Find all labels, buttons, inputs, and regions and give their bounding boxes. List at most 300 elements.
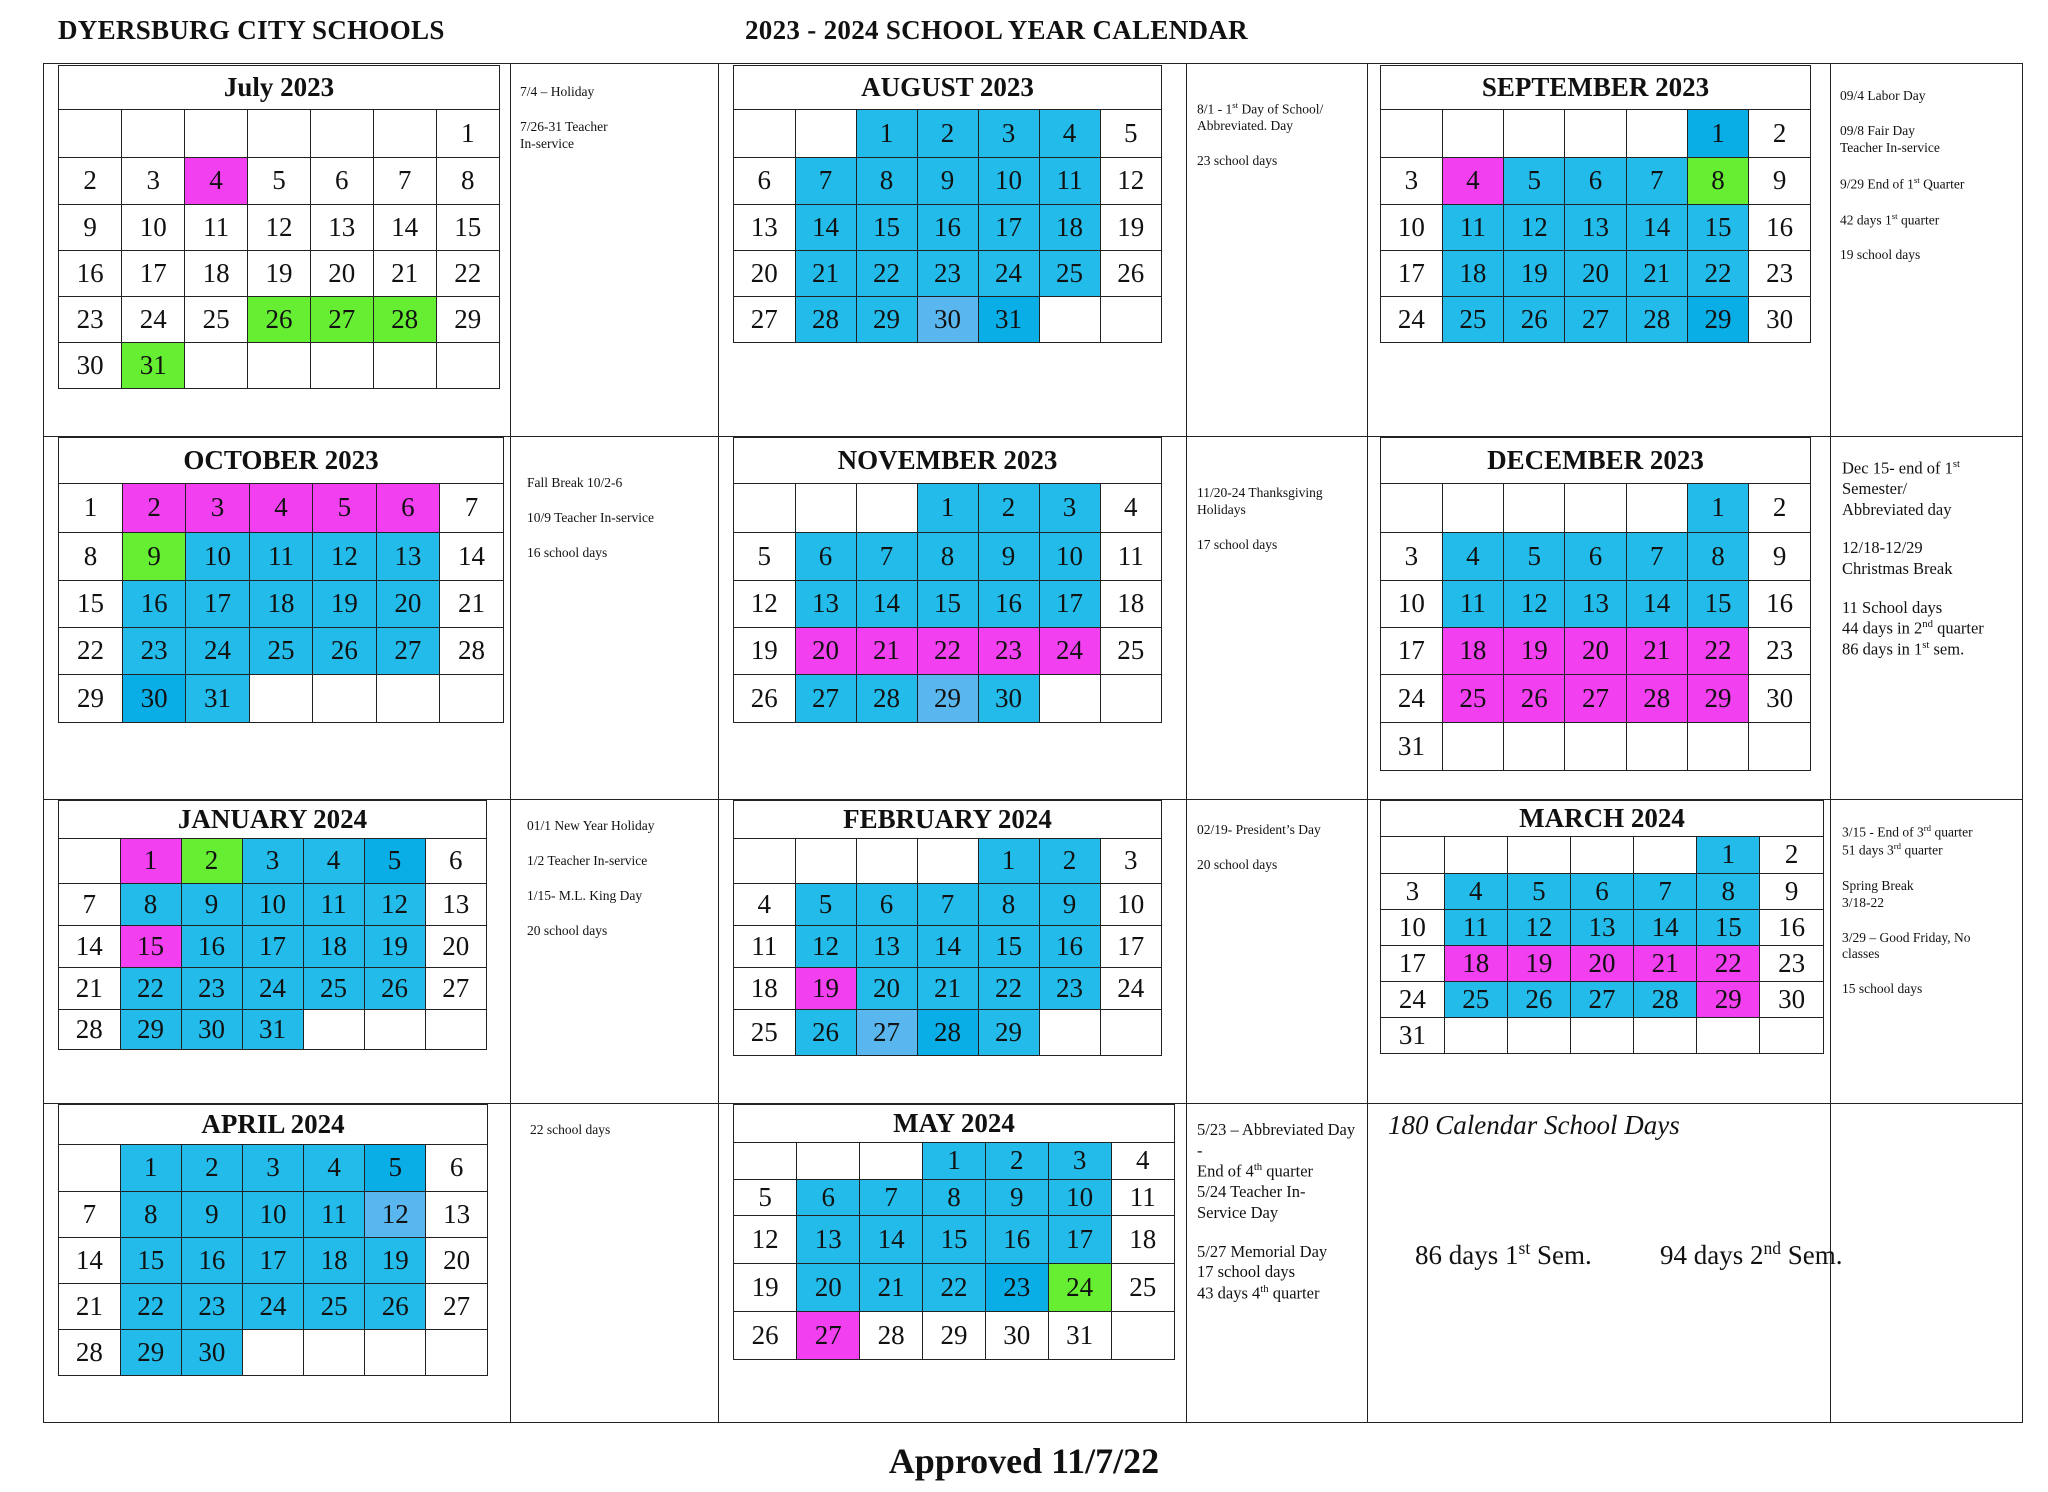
day-cell: 27: [856, 1009, 917, 1055]
empty-day-cell: [248, 342, 311, 388]
day-cell: 17: [1039, 580, 1100, 627]
month-day-grid: [1381, 484, 1810, 770]
week-row: [59, 204, 499, 250]
day-cell: 27: [310, 296, 373, 342]
day-cell: 12: [364, 883, 425, 925]
day-cell: 23: [1749, 250, 1810, 296]
day-cell: 27: [1570, 981, 1633, 1017]
week-row: [1381, 1017, 1823, 1053]
month-title: AUGUST 2023: [734, 66, 1161, 110]
empty-day-cell: [1565, 722, 1626, 770]
note-line: Dec 15- end of 1st Semester/ Abbreviated day: [1842, 458, 1961, 519]
day-cell: 26: [1507, 981, 1570, 1017]
empty-day-cell: [1039, 296, 1100, 342]
empty-day-cell: [373, 342, 436, 388]
day-cell: 31: [186, 674, 249, 722]
day-cell: 7: [1626, 157, 1687, 204]
day-cell: 20: [856, 967, 917, 1009]
day-cell: 13: [795, 580, 856, 627]
day-cell: 31: [242, 1009, 303, 1049]
day-cell: 1: [59, 484, 122, 532]
grid-divider: [510, 63, 511, 1423]
notes-november: [1197, 485, 1362, 572]
day-cell: 27: [797, 1311, 860, 1359]
day-cell: 1: [978, 839, 1039, 883]
day-cell: 13: [1565, 204, 1626, 250]
day-cell: 28: [860, 1311, 923, 1359]
day-cell: 29: [923, 1311, 986, 1359]
week-row: [1381, 580, 1810, 627]
day-cell: 6: [425, 839, 486, 883]
notes-february: [1197, 822, 1362, 892]
empty-day-cell: [1444, 1017, 1507, 1053]
day-cell: 27: [1565, 296, 1626, 342]
empty-day-cell: [376, 674, 439, 722]
month-day-grid: [59, 1145, 487, 1375]
empty-day-cell: [310, 342, 373, 388]
day-cell: 25: [1039, 250, 1100, 296]
day-cell: 15: [1697, 909, 1760, 945]
day-cell: 24: [978, 250, 1039, 296]
empty-day-cell: [59, 1145, 120, 1191]
day-cell: 7: [440, 484, 503, 532]
month-day-grid: [734, 1143, 1174, 1359]
day-cell: 15: [923, 1215, 986, 1263]
day-cell: 3: [122, 157, 185, 204]
note-line: 23 school days: [1197, 153, 1278, 169]
day-cell: 2: [1749, 110, 1810, 157]
day-cell: 26: [365, 1283, 426, 1329]
day-cell: 20: [310, 250, 373, 296]
day-cell: 19: [365, 1237, 426, 1283]
day-cell: 25: [1111, 1263, 1174, 1311]
month-day-grid: [1381, 837, 1823, 1053]
empty-day-cell: [1687, 722, 1748, 770]
week-row: [734, 580, 1161, 627]
day-cell: 31: [978, 296, 1039, 342]
empty-day-cell: [795, 484, 856, 532]
day-cell: 15: [1687, 580, 1748, 627]
notes-january: [527, 818, 702, 958]
empty-day-cell: [242, 1329, 303, 1375]
day-cell: 7: [860, 1179, 923, 1215]
day-cell: 6: [734, 157, 795, 204]
day-cell: 16: [917, 204, 978, 250]
day-cell: 11: [1442, 204, 1503, 250]
day-cell: 6: [426, 1145, 487, 1191]
day-cell: 7: [1634, 873, 1697, 909]
day-cell: 1: [1697, 837, 1760, 873]
day-cell: 25: [304, 1283, 365, 1329]
day-cell: 13: [734, 204, 795, 250]
day-cell: 15: [856, 204, 917, 250]
note-line: 02/19- President’s Day: [1197, 822, 1321, 837]
empty-day-cell: [1039, 674, 1100, 722]
empty-day-cell: [249, 674, 312, 722]
day-cell: 15: [978, 925, 1039, 967]
empty-day-cell: [1442, 110, 1503, 157]
day-cell: 4: [1442, 157, 1503, 204]
month-calendar-april-2024: [58, 1104, 488, 1376]
day-cell: 18: [1111, 1215, 1174, 1263]
grid-divider: [1367, 63, 1368, 1423]
day-cell: 28: [59, 1329, 120, 1375]
day-cell: 16: [1039, 925, 1100, 967]
day-cell: 18: [185, 250, 248, 296]
day-cell: 5: [1504, 532, 1565, 580]
empty-day-cell: [313, 674, 376, 722]
day-cell: 10: [978, 157, 1039, 204]
day-cell: 13: [797, 1215, 860, 1263]
empty-day-cell: [1444, 837, 1507, 873]
week-row: [734, 532, 1161, 580]
empty-day-cell: [303, 1009, 364, 1049]
day-cell: 25: [303, 967, 364, 1009]
day-cell: 6: [1570, 873, 1633, 909]
day-cell: 24: [242, 1283, 303, 1329]
day-cell: 29: [120, 1329, 181, 1375]
empty-day-cell: [248, 110, 311, 157]
note-line: 5/27 Memorial Day 17 school days 43 days 4th quarter: [1197, 1241, 1328, 1303]
day-cell: 26: [1504, 674, 1565, 722]
day-cell: 20: [795, 627, 856, 674]
day-cell: 10: [122, 204, 185, 250]
week-row: [734, 1263, 1174, 1311]
day-cell: 27: [426, 1283, 487, 1329]
empty-day-cell: [1634, 837, 1697, 873]
day-cell: 19: [1100, 204, 1161, 250]
day-cell: 12: [1504, 580, 1565, 627]
day-cell: 13: [1565, 580, 1626, 627]
day-cell: 2: [985, 1143, 1048, 1179]
week-row: [1381, 532, 1810, 580]
day-cell: 5: [365, 1145, 426, 1191]
day-cell: 23: [59, 296, 122, 342]
day-cell: 23: [978, 627, 1039, 674]
day-cell: 14: [1634, 909, 1697, 945]
empty-day-cell: [1570, 1017, 1633, 1053]
day-cell: 31: [1048, 1311, 1111, 1359]
notes-september: [1840, 88, 2015, 282]
week-row: [1381, 204, 1810, 250]
day-cell: 10: [1039, 532, 1100, 580]
empty-day-cell: [310, 110, 373, 157]
week-row: [1381, 627, 1810, 674]
day-cell: 21: [59, 1283, 120, 1329]
day-cell: 28: [917, 1009, 978, 1055]
day-cell: 11: [249, 532, 312, 580]
day-cell: 15: [120, 925, 181, 967]
week-row: [734, 1215, 1174, 1263]
day-cell: 2: [917, 110, 978, 157]
empty-day-cell: [1100, 674, 1161, 722]
day-cell: 11: [304, 1191, 365, 1237]
day-cell: 12: [1504, 204, 1565, 250]
week-row: [734, 1009, 1161, 1055]
day-cell: 28: [856, 674, 917, 722]
day-cell: 21: [856, 627, 917, 674]
day-cell: 24: [1039, 627, 1100, 674]
day-cell: 30: [122, 674, 185, 722]
week-row: [734, 883, 1161, 925]
day-cell: 16: [1749, 204, 1810, 250]
day-cell: 4: [1444, 873, 1507, 909]
month-day-grid: [1381, 110, 1810, 342]
day-cell: 21: [1626, 627, 1687, 674]
day-cell: 16: [985, 1215, 1048, 1263]
day-cell: 5: [364, 839, 425, 883]
empty-day-cell: [1749, 722, 1810, 770]
grid-divider: [1830, 63, 1831, 1423]
day-cell: 5: [1507, 873, 1570, 909]
month-title: MARCH 2024: [1381, 801, 1823, 837]
month-title: JANUARY 2024: [59, 801, 486, 839]
day-cell: 7: [917, 883, 978, 925]
note-line: 20 school days: [527, 922, 608, 938]
day-cell: 28: [373, 296, 436, 342]
empty-day-cell: [1760, 1017, 1823, 1053]
week-row: [59, 580, 503, 627]
second-semester-days: 94 days 2nd Sem.: [1660, 1238, 1843, 1270]
note-line: 12/18-12/29 Christmas Break: [1842, 538, 1953, 578]
day-cell: 22: [1697, 945, 1760, 981]
month-calendar-august-2023: [733, 65, 1162, 343]
notes-december: [1842, 458, 2020, 679]
calendar-title: 2023 - 2024 SCHOOL YEAR CALENDAR: [745, 15, 1248, 45]
empty-day-cell: [365, 1329, 426, 1375]
notes-april: [530, 1122, 700, 1157]
day-cell: 4: [734, 883, 795, 925]
day-cell: 12: [795, 925, 856, 967]
day-cell: 12: [313, 532, 376, 580]
day-cell: 1: [856, 110, 917, 157]
note-line: 10/9 Teacher In-service: [527, 509, 654, 525]
district-name: DYERSBURG CITY SCHOOLS: [58, 15, 445, 45]
day-cell: 23: [985, 1263, 1048, 1311]
day-cell: 2: [59, 157, 122, 204]
day-cell: 5: [1100, 110, 1161, 157]
week-row: [59, 484, 503, 532]
day-cell: 16: [181, 925, 242, 967]
note-line: 1/15- M.L. King Day: [527, 887, 643, 903]
day-cell: 18: [303, 925, 364, 967]
week-row: [1381, 674, 1810, 722]
day-cell: 25: [1442, 296, 1503, 342]
day-cell: 14: [860, 1215, 923, 1263]
day-cell: 30: [978, 674, 1039, 722]
day-cell: 1: [1687, 484, 1748, 532]
day-cell: 17: [1100, 925, 1161, 967]
day-cell: 29: [1687, 674, 1748, 722]
empty-day-cell: [856, 839, 917, 883]
month-day-grid: [734, 484, 1161, 722]
day-cell: 26: [248, 296, 311, 342]
day-cell: 24: [242, 967, 303, 1009]
week-row: [734, 484, 1161, 532]
day-cell: 12: [734, 580, 795, 627]
empty-day-cell: [917, 839, 978, 883]
day-cell: 2: [181, 1145, 242, 1191]
day-cell: 20: [425, 925, 486, 967]
day-cell: 9: [978, 532, 1039, 580]
empty-day-cell: [436, 342, 499, 388]
day-cell: 27: [1565, 674, 1626, 722]
day-cell: 14: [59, 925, 120, 967]
week-row: [734, 250, 1161, 296]
day-cell: 2: [1760, 837, 1823, 873]
empty-day-cell: [122, 110, 185, 157]
day-cell: 5: [1504, 157, 1565, 204]
day-cell: 11: [1039, 157, 1100, 204]
note-line: 19 school days: [1840, 247, 1921, 263]
week-row: [59, 674, 503, 722]
day-cell: 15: [436, 204, 499, 250]
day-cell: 11: [1100, 532, 1161, 580]
day-cell: 14: [856, 580, 917, 627]
month-calendar-july-2023: [58, 65, 500, 389]
day-cell: 17: [122, 250, 185, 296]
day-cell: 23: [122, 627, 185, 674]
day-cell: 19: [795, 967, 856, 1009]
day-cell: 9: [1749, 157, 1810, 204]
day-cell: 15: [1687, 204, 1748, 250]
day-cell: 21: [917, 967, 978, 1009]
week-row: [734, 674, 1161, 722]
day-cell: 11: [1111, 1179, 1174, 1215]
day-cell: 29: [120, 1009, 181, 1049]
day-cell: 6: [856, 883, 917, 925]
day-cell: 2: [978, 484, 1039, 532]
note-line: 16 school days: [527, 544, 608, 560]
day-cell: 14: [440, 532, 503, 580]
day-cell: 1: [436, 110, 499, 157]
note-line: 01/1 New Year Holiday: [527, 818, 655, 833]
day-cell: 24: [122, 296, 185, 342]
day-cell: 31: [1381, 1017, 1444, 1053]
day-cell: 22: [1687, 627, 1748, 674]
day-cell: 1: [120, 839, 181, 883]
week-row: [59, 1237, 487, 1283]
note-line: 22 school days: [530, 1122, 611, 1137]
empty-day-cell: [59, 110, 122, 157]
day-cell: 10: [242, 883, 303, 925]
day-cell: 20: [1565, 627, 1626, 674]
day-cell: 5: [248, 157, 311, 204]
note-line: 8/1 - 1st Day of School/ Abbreviated. Day: [1197, 100, 1324, 134]
week-row: [59, 532, 503, 580]
day-cell: 25: [1442, 674, 1503, 722]
day-cell: 3: [242, 839, 303, 883]
day-cell: 4: [1039, 110, 1100, 157]
day-cell: 4: [1100, 484, 1161, 532]
day-cell: 11: [1444, 909, 1507, 945]
day-cell: 3: [1048, 1143, 1111, 1179]
day-cell: 30: [181, 1009, 242, 1049]
day-cell: 18: [249, 580, 312, 627]
day-cell: 18: [1442, 627, 1503, 674]
note-line: 11/20-24 Thanksgiving Holidays: [1197, 485, 1323, 517]
day-cell: 26: [364, 967, 425, 1009]
week-row: [59, 883, 486, 925]
day-cell: 15: [120, 1237, 181, 1283]
week-row: [734, 296, 1161, 342]
day-cell: 24: [186, 627, 249, 674]
day-cell: 8: [120, 1191, 181, 1237]
day-cell: 28: [1626, 296, 1687, 342]
day-cell: 3: [242, 1145, 303, 1191]
day-cell: 26: [734, 674, 795, 722]
day-cell: 12: [1507, 909, 1570, 945]
day-cell: 16: [1760, 909, 1823, 945]
day-cell: 3: [186, 484, 249, 532]
day-cell: 12: [365, 1191, 426, 1237]
total-school-days: 180 Calendar School Days: [1388, 1110, 1680, 1140]
month-calendar-december-2023: [1380, 437, 1811, 771]
day-cell: 16: [181, 1237, 242, 1283]
empty-day-cell: [1507, 837, 1570, 873]
notes-march: [1842, 823, 2022, 1016]
empty-day-cell: [440, 674, 503, 722]
day-cell: 8: [923, 1179, 986, 1215]
day-cell: 10: [1381, 580, 1442, 627]
day-cell: 27: [795, 674, 856, 722]
day-cell: 14: [795, 204, 856, 250]
day-cell: 17: [1381, 945, 1444, 981]
month-title: MAY 2024: [734, 1105, 1174, 1143]
day-cell: 7: [795, 157, 856, 204]
month-day-grid: [59, 110, 499, 388]
day-cell: 20: [376, 580, 439, 627]
note-line: 1/2 Teacher In-service: [527, 852, 648, 868]
day-cell: 31: [122, 342, 185, 388]
empty-day-cell: [185, 110, 248, 157]
day-cell: 10: [242, 1191, 303, 1237]
note-line: 7/4 – Holiday: [520, 84, 595, 99]
day-cell: 3: [1381, 532, 1442, 580]
day-cell: 6: [797, 1179, 860, 1215]
day-cell: 24: [1381, 981, 1444, 1017]
day-cell: 19: [1504, 627, 1565, 674]
day-cell: 31: [1381, 722, 1442, 770]
empty-day-cell: [304, 1329, 365, 1375]
day-cell: 12: [734, 1215, 797, 1263]
day-cell: 9: [181, 1191, 242, 1237]
note-line: 3/15 - End of 3rd quarter 51 days 3rd quarter: [1842, 823, 1973, 858]
day-cell: 18: [1442, 250, 1503, 296]
day-cell: 15: [917, 580, 978, 627]
month-day-grid: [59, 839, 486, 1049]
day-cell: 18: [1039, 204, 1100, 250]
day-cell: 21: [440, 580, 503, 627]
day-cell: 10: [1048, 1179, 1111, 1215]
day-cell: 28: [795, 296, 856, 342]
day-cell: 8: [978, 883, 1039, 925]
note-line: 20 school days: [1197, 856, 1278, 872]
week-row: [734, 110, 1161, 157]
week-row: [1381, 110, 1810, 157]
day-cell: 28: [1634, 981, 1697, 1017]
empty-day-cell: [1504, 110, 1565, 157]
day-cell: 26: [795, 1009, 856, 1055]
empty-day-cell: [1381, 110, 1442, 157]
week-row: [59, 110, 499, 157]
day-cell: 1: [120, 1145, 181, 1191]
note-line: 09/8 Fair Day Teacher In-service: [1840, 122, 1940, 155]
day-cell: 14: [373, 204, 436, 250]
day-cell: 6: [1565, 532, 1626, 580]
empty-day-cell: [1111, 1311, 1174, 1359]
day-cell: 14: [1626, 580, 1687, 627]
